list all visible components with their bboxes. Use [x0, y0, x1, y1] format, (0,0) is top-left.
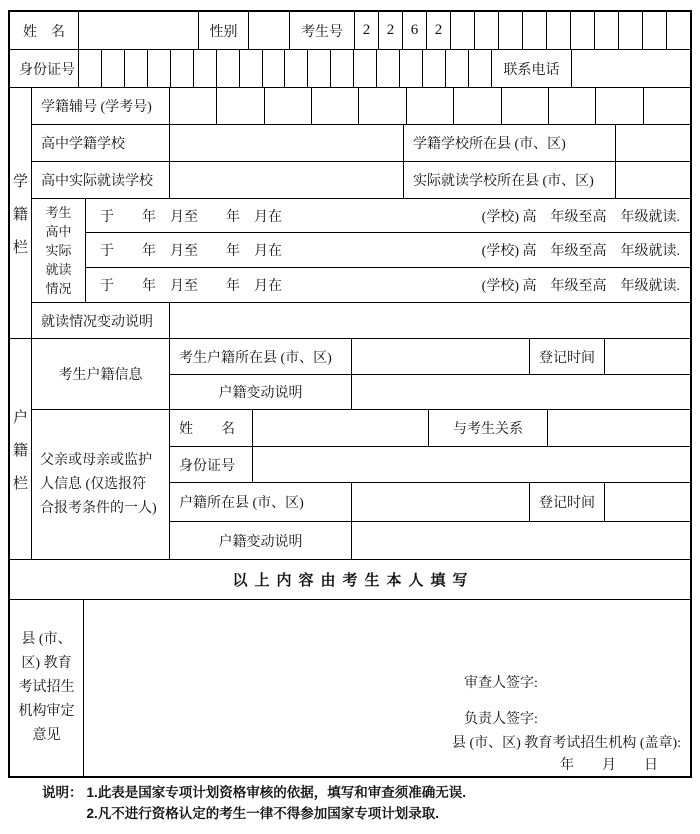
attend-change-input-cell[interactable] — [170, 303, 690, 339]
candidate-no-digit-cell[interactable] — [571, 12, 595, 50]
candidate-no-digit-cell[interactable] — [547, 12, 571, 50]
candidate-no-label: 考生号 — [290, 12, 355, 50]
form-table — [8, 10, 692, 778]
declaration-text: 以上内容由考生本人填写 — [10, 560, 690, 600]
id-digit-cell[interactable] — [148, 50, 171, 88]
note-line-2: 2.凡不进行资格认定的考生一律不得参加国家专项计划录取. — [86, 806, 440, 821]
huji-regtime-input-cell[interactable] — [605, 339, 690, 375]
id-digit-cell[interactable] — [125, 50, 148, 88]
id-digit-cell[interactable] — [354, 50, 377, 88]
aux-no-digit-cell[interactable] — [312, 88, 359, 125]
huji-regtime-label: 登记时间 — [530, 339, 605, 375]
aux-number-label: 学籍辅号 (学考号) — [32, 88, 170, 125]
aux-no-digit-cell[interactable] — [502, 88, 549, 125]
xueji-section-label: 学 籍 栏 — [10, 88, 32, 339]
candidate-no-digit-cell[interactable] — [499, 12, 523, 50]
row-idnumber-phone — [10, 50, 690, 88]
id-digit-cell[interactable] — [285, 50, 308, 88]
declaration-row — [10, 560, 690, 600]
attend-change-label: 就读情况变动说明 — [32, 303, 170, 339]
school-label: 高中学籍学校 — [32, 125, 170, 162]
candidate-no-digit-cell[interactable]: 2 — [379, 12, 403, 50]
notes-label: 说明： — [42, 785, 83, 800]
aux-no-digit-cell[interactable] — [217, 88, 264, 125]
candidate-no-digit-cell[interactable]: 2 — [355, 12, 379, 50]
row-name-gender-candidateno — [10, 12, 690, 50]
aux-no-digit-cell[interactable] — [454, 88, 501, 125]
review-content-cell[interactable] — [84, 600, 690, 776]
guardian-regtime-input-cell[interactable] — [605, 483, 690, 522]
gender-input-cell[interactable] — [249, 12, 290, 50]
aux-no-digit-cell[interactable] — [359, 88, 406, 125]
guardian-relation-input-cell[interactable] — [548, 410, 690, 447]
actual-school-label: 高中实际就读学校 — [32, 162, 170, 199]
review-opinion-label: 县 (市、 区) 教育 考试招生 机构审定 意见 — [10, 600, 84, 776]
guardian-name-label: 姓 名 — [170, 410, 253, 447]
id-digit-cell[interactable] — [331, 50, 354, 88]
guardian-change-input-cell[interactable] — [352, 522, 690, 560]
name-label: 姓 名 — [10, 12, 79, 50]
candidate-huji-info-label: 考生户籍信息 — [32, 339, 170, 410]
notes — [42, 782, 466, 824]
huji-change-input-cell[interactable] — [352, 375, 690, 410]
huji-county-label: 考生户籍所在县 (市、区) — [170, 339, 352, 375]
huji-section — [10, 339, 690, 560]
xueji-section — [10, 88, 690, 339]
name-input-cell[interactable] — [79, 12, 199, 50]
attend-period-row[interactable]: 于 年 月至 年 月在 (学校) 高 年级至高 年级就读. — [86, 268, 690, 303]
id-digit-cell[interactable] — [308, 50, 331, 88]
candidate-no-digit-cell[interactable] — [619, 12, 643, 50]
school-county-label: 学籍学校所在县 (市、区) — [404, 125, 616, 162]
huji-county-input-cell[interactable] — [352, 339, 530, 375]
candidate-no-digit-cell[interactable] — [451, 12, 475, 50]
guardian-change-label: 户籍变动说明 — [170, 522, 352, 560]
id-digit-cell[interactable] — [400, 50, 423, 88]
candidate-no-digit-cell[interactable] — [643, 12, 667, 50]
id-digit-cell[interactable] — [240, 50, 263, 88]
candidate-no-digit-cell[interactable] — [475, 12, 499, 50]
id-digit-cells — [79, 50, 492, 88]
id-digit-cell[interactable] — [263, 50, 286, 88]
id-digit-cell[interactable] — [194, 50, 217, 88]
guardian-info-label: 父亲或母亲或监护 人信息 (仅选报符 合报考条件的一人) — [32, 410, 170, 560]
guardian-county-input-cell[interactable] — [352, 483, 530, 522]
reviewer-signature-label: 审查人签字: — [464, 676, 538, 691]
id-digit-cell[interactable] — [79, 50, 102, 88]
id-digit-cell[interactable] — [377, 50, 400, 88]
review-section — [10, 600, 690, 776]
aux-no-digit-cell[interactable] — [265, 88, 312, 125]
review-date-label: 年 月 日 — [560, 758, 658, 773]
phone-label: 联系电话 — [492, 50, 572, 88]
id-digit-cell[interactable] — [171, 50, 194, 88]
candidate-no-digit-cell[interactable] — [523, 12, 547, 50]
actual-county-input-cell[interactable] — [616, 162, 690, 199]
guardian-id-input-cell[interactable] — [253, 447, 690, 483]
aux-no-digit-cell[interactable] — [407, 88, 454, 125]
huji-section-label: 户 籍 栏 — [10, 339, 32, 560]
note-line-1: 1.此表是国家专项计划资格审核的依据，填写和审查须准确无误. — [86, 785, 467, 800]
aux-no-digit-cell[interactable] — [170, 88, 217, 125]
id-digit-cell[interactable] — [469, 50, 492, 88]
responsible-signature-label: 负责人签字: — [464, 712, 538, 727]
candidate-no-digit-cell[interactable]: 2 — [427, 12, 451, 50]
actual-school-input-cell[interactable] — [170, 162, 404, 199]
guardian-relation-label: 与考生关系 — [429, 410, 548, 447]
candidate-no-digit-cell[interactable] — [667, 12, 690, 50]
id-number-label: 身份证号 — [10, 50, 79, 88]
attend-situation-label: 考生 高中 实际 就读 情况 — [32, 199, 86, 303]
attend-period-row[interactable]: 于 年 月至 年 月在 (学校) 高 年级至高 年级就读. — [86, 233, 690, 268]
school-input-cell[interactable] — [170, 125, 404, 162]
guardian-name-input-cell[interactable] — [253, 410, 429, 447]
candidate-no-digit-cell[interactable] — [595, 12, 619, 50]
gender-label: 性别 — [199, 12, 249, 50]
id-digit-cell[interactable] — [217, 50, 240, 88]
huji-change-label: 户籍变动说明 — [170, 375, 352, 410]
actual-county-label: 实际就读学校所在县 (市、区) — [404, 162, 616, 199]
id-digit-cell[interactable] — [446, 50, 469, 88]
guardian-regtime-label: 登记时间 — [530, 483, 605, 522]
id-digit-cell[interactable] — [423, 50, 446, 88]
aux-no-digit-cell[interactable] — [644, 88, 690, 125]
candidate-no-digit-cell[interactable]: 6 — [403, 12, 427, 50]
attend-period-row[interactable]: 于 年 月至 年 月在 (学校) 高 年级至高 年级就读. — [86, 199, 690, 233]
guardian-id-label: 身份证号 — [170, 447, 253, 483]
school-county-input-cell[interactable] — [616, 125, 690, 162]
id-digit-cell[interactable] — [102, 50, 125, 88]
aux-no-digit-cell[interactable] — [596, 88, 643, 125]
aux-no-digit-cell[interactable] — [549, 88, 596, 125]
guardian-county-label: 户籍所在县 (市、区) — [170, 483, 352, 522]
notes-lines — [87, 782, 467, 824]
org-seal-label: 县 (市、区) 教育考试招生机构 (盖章): — [452, 736, 682, 751]
phone-input-cell[interactable] — [572, 50, 690, 88]
